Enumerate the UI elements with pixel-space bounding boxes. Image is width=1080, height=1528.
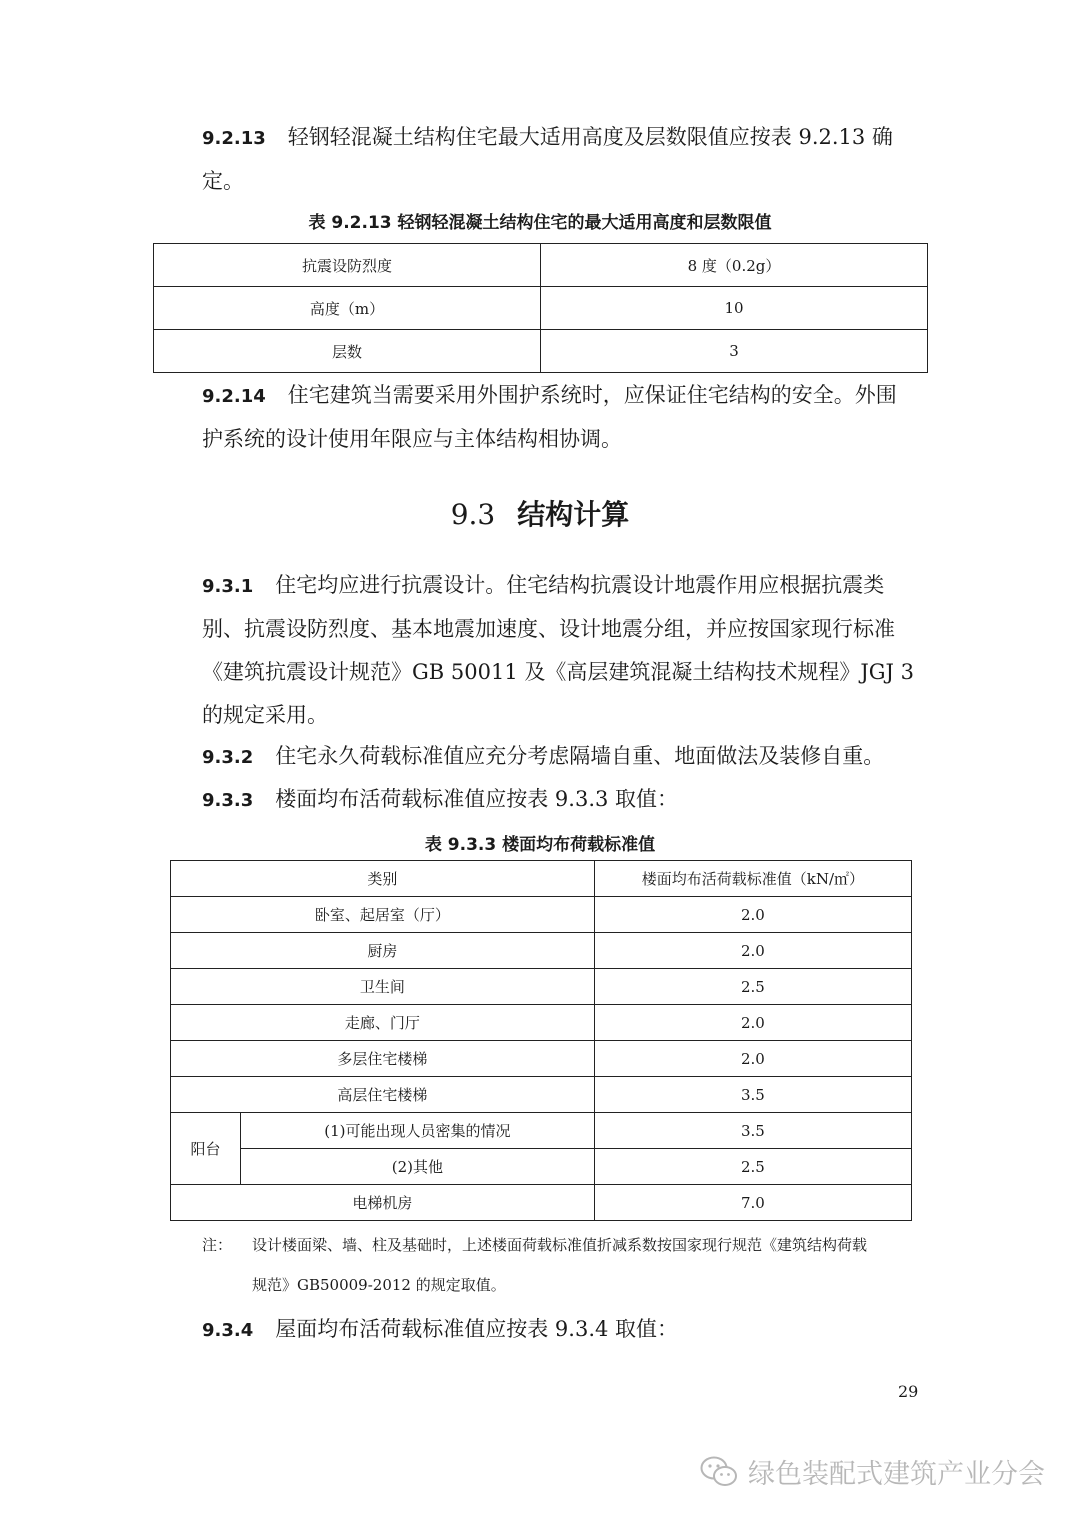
table-cell: (1)可能出现人员密集的情况 (241, 1113, 595, 1149)
table-row (154, 244, 928, 287)
table-row (154, 287, 928, 330)
clause-text-cont: 的规定采用。 (202, 703, 328, 727)
table-note (252, 1225, 867, 1305)
table-row (171, 1149, 912, 1185)
clause-text-cont: 护系统的设计使用年限应与主体结构相协调。 (202, 427, 622, 451)
clause-text: 轻钢轻混凝土结构住宅最大适用高度及层数限值应按表 9.2.13 确 (287, 125, 893, 149)
table-row (171, 1005, 912, 1041)
table-cell: 3 (541, 330, 928, 373)
section-number: 9.3 (450, 498, 496, 531)
section-title: 结构计算 (517, 498, 630, 531)
note-text: 设计楼面梁、墙、柱及基础时，上述楼面荷载标准值折减系数按国家现行规范《建筑结构荷载 (252, 1236, 868, 1254)
clause-number: 9.3.3 (202, 790, 254, 811)
table-row (171, 1041, 912, 1077)
table-cell: (2)其他 (241, 1149, 595, 1185)
clause-number: 9.2.14 (202, 386, 266, 407)
clause-9-3-4 (202, 1308, 678, 1352)
table-header-cell: 类别 (171, 861, 595, 897)
table-cell: 多层住宅楼梯 (171, 1041, 595, 1077)
table-cell: 走廊、门厅 (171, 1005, 595, 1041)
clause-text: 住宅均应进行抗震设计。住宅结构抗震设计地震作用应根据抗震类 (275, 573, 885, 597)
table-cell: 卫生间 (171, 969, 595, 1005)
table-cell: 高层住宅楼梯 (171, 1077, 595, 1113)
clause-text: 住宅建筑当需要采用外围护系统时，应保证住宅结构的安全。外围 (287, 383, 897, 407)
table-row (171, 1077, 912, 1113)
watermark-text: 绿色装配式建筑产业分会 (748, 1459, 1045, 1490)
clause-9-2-14 (202, 374, 897, 461)
clause-number: 9.3.2 (202, 747, 254, 768)
table-9-3-3 (170, 860, 912, 1221)
table-9-2-13 (153, 243, 928, 373)
table-row (171, 933, 912, 969)
wechat-icon (700, 1455, 738, 1489)
table-cell: 厨房 (171, 933, 595, 969)
table-cell: 2.5 (594, 969, 911, 1005)
table-cell: 2.0 (594, 933, 911, 969)
table-row (171, 969, 912, 1005)
clause-number: 9.3.4 (202, 1320, 254, 1341)
table-cell: 卧室、起居室（厅） (171, 897, 595, 933)
table-row (171, 1113, 912, 1149)
clause-text-cont: 别、抗震设防烈度、基本地震加速度、设计地震分组，并应按国家现行标准 (202, 617, 895, 641)
table-cell-balcony: 阳台 (171, 1113, 241, 1185)
clause-text-cont: 定。 (202, 169, 244, 193)
table-caption: 表 9.2.13 轻钢轻混凝土结构住宅的最大适用高度和层数限值 (308, 213, 772, 233)
table-cell: 2.0 (594, 1005, 911, 1041)
table-row (171, 897, 912, 933)
clause-number: 9.3.1 (202, 576, 254, 597)
page-number: 29 (898, 1382, 919, 1401)
clause-9-3-1 (202, 564, 914, 737)
table-header-cell: 楼面均布活荷载标准值（kN/㎡） (594, 861, 911, 897)
clause-text: 屋面均布活荷载标准值应按表 9.3.4 取值： (275, 1317, 679, 1341)
table-cell: 2.0 (594, 1041, 911, 1077)
table-cell: 7.0 (594, 1185, 911, 1221)
table-header-row (171, 861, 912, 897)
table-row (154, 330, 928, 373)
clause-number: 9.2.13 (202, 128, 266, 149)
table-cell: 8 度（0.2g） (541, 244, 928, 287)
table-cell: 3.5 (594, 1113, 911, 1149)
table-row (171, 1185, 912, 1221)
note-text: 规范》GB50009-2012 的规定取值。 (252, 1276, 506, 1294)
table-cell: 2.0 (594, 897, 911, 933)
clause-9-3-3 (202, 778, 678, 822)
watermark (700, 1452, 1045, 1491)
table-cell: 抗震设防烈度 (154, 244, 541, 287)
table-cell: 10 (541, 287, 928, 330)
table-cell: 2.5 (594, 1149, 911, 1185)
section-heading (0, 493, 1080, 533)
clause-9-3-2 (202, 735, 884, 779)
table-cell: 电梯机房 (171, 1185, 595, 1221)
clause-9-2-13 (202, 116, 893, 203)
table-caption: 表 9.3.3 楼面均布荷载标准值 (424, 835, 656, 855)
table-cell: 高度（m） (154, 287, 541, 330)
table-cell: 层数 (154, 330, 541, 373)
clause-text: 住宅永久荷载标准值应充分考虑隔墙自重、地面做法及装修自重。 (275, 744, 885, 768)
table-note-label: 注： (202, 1236, 233, 1254)
clause-text: 楼面均布活荷载标准值应按表 9.3.3 取值： (275, 787, 679, 811)
clause-text-cont: 《建筑抗震设计规范》GB 50011 及《高层建筑混凝土结构技术规程》JGJ 3 (202, 660, 915, 684)
table-cell: 3.5 (594, 1077, 911, 1113)
